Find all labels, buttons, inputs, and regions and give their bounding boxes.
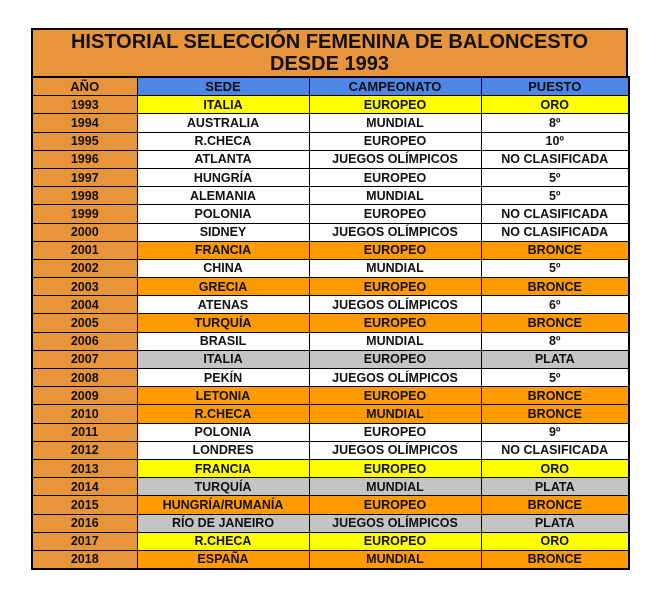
year-cell: 2003	[32, 278, 137, 296]
header-puesto: PUESTO	[481, 77, 629, 96]
sede-cell: LONDRES	[137, 441, 309, 459]
year-cell: 2001	[32, 241, 137, 259]
year-cell: 1997	[32, 168, 137, 186]
campeonato-cell: MUNDIAL	[309, 405, 481, 423]
header-sede: SEDE	[137, 77, 309, 96]
puesto-cell: BRONCE	[481, 314, 629, 332]
sede-cell: R.CHECA	[137, 532, 309, 550]
year-cell: 1998	[32, 187, 137, 205]
table-row	[32, 96, 629, 114]
sede-cell: PEKÍN	[137, 369, 309, 387]
table-row	[32, 459, 629, 477]
sede-cell: LETONIA	[137, 387, 309, 405]
table-row	[32, 405, 629, 423]
year-cell: 2008	[32, 369, 137, 387]
year-cell: 1995	[32, 132, 137, 150]
campeonato-cell: MUNDIAL	[309, 114, 481, 132]
year-cell: 2007	[32, 350, 137, 368]
puesto-cell: ORO	[481, 532, 629, 550]
campeonato-cell: JUEGOS OLÍMPICOS	[309, 369, 481, 387]
puesto-cell: BRONCE	[481, 241, 629, 259]
puesto-cell: PLATA	[481, 350, 629, 368]
sede-cell: HUNGRÍA	[137, 168, 309, 186]
sede-cell: POLONIA	[137, 205, 309, 223]
table-row	[32, 496, 629, 514]
year-cell: 2009	[32, 387, 137, 405]
year-cell: 2000	[32, 223, 137, 241]
year-cell: 2015	[32, 496, 137, 514]
year-cell: 2002	[32, 259, 137, 277]
puesto-cell: 5º	[481, 259, 629, 277]
sede-cell: GRECIA	[137, 278, 309, 296]
campeonato-cell: EUROPEO	[309, 387, 481, 405]
puesto-cell: PLATA	[481, 478, 629, 496]
puesto-cell: 9º	[481, 423, 629, 441]
table-row	[32, 387, 629, 405]
puesto-cell: NO CLASIFICADA	[481, 205, 629, 223]
results-table	[31, 76, 630, 570]
sede-cell: BRASIL	[137, 332, 309, 350]
history-sheet	[31, 28, 628, 570]
sede-cell: ATENAS	[137, 296, 309, 314]
sede-cell: CHINA	[137, 259, 309, 277]
campeonato-cell: EUROPEO	[309, 241, 481, 259]
year-cell: 1993	[32, 96, 137, 114]
campeonato-cell: EUROPEO	[309, 168, 481, 186]
year-cell: 2014	[32, 478, 137, 496]
campeonato-cell: EUROPEO	[309, 532, 481, 550]
campeonato-cell: MUNDIAL	[309, 332, 481, 350]
table-row	[32, 205, 629, 223]
sede-cell: ITALIA	[137, 96, 309, 114]
campeonato-cell: EUROPEO	[309, 314, 481, 332]
campeonato-cell: JUEGOS OLÍMPICOS	[309, 441, 481, 459]
table-row	[32, 278, 629, 296]
campeonato-cell: EUROPEO	[309, 278, 481, 296]
year-cell: 2016	[32, 514, 137, 532]
year-cell: 2006	[32, 332, 137, 350]
puesto-cell: BRONCE	[481, 387, 629, 405]
year-cell: 2017	[32, 532, 137, 550]
campeonato-cell: EUROPEO	[309, 205, 481, 223]
campeonato-cell: MUNDIAL	[309, 550, 481, 569]
puesto-cell: 5º	[481, 187, 629, 205]
table-row	[32, 514, 629, 532]
table-row	[32, 187, 629, 205]
sede-cell: TURQUÍA	[137, 478, 309, 496]
campeonato-cell: EUROPEO	[309, 423, 481, 441]
campeonato-cell: EUROPEO	[309, 496, 481, 514]
year-cell: 2004	[32, 296, 137, 314]
campeonato-cell: JUEGOS OLÍMPICOS	[309, 514, 481, 532]
year-cell: 1996	[32, 150, 137, 168]
puesto-cell: 8º	[481, 114, 629, 132]
sede-cell: POLONIA	[137, 423, 309, 441]
puesto-cell: ORO	[481, 459, 629, 477]
sede-cell: FRANCIA	[137, 241, 309, 259]
puesto-cell: 6º	[481, 296, 629, 314]
header-year: AÑO	[32, 77, 137, 96]
puesto-cell: BRONCE	[481, 496, 629, 514]
sede-cell: HUNGRÍA/RUMANÍA	[137, 496, 309, 514]
table-row	[32, 296, 629, 314]
table-title	[31, 28, 628, 76]
sede-cell: TURQUÍA	[137, 314, 309, 332]
table-row	[32, 369, 629, 387]
table-row	[32, 478, 629, 496]
campeonato-cell: EUROPEO	[309, 350, 481, 368]
year-cell: 2012	[32, 441, 137, 459]
table-row	[32, 241, 629, 259]
campeonato-cell: EUROPEO	[309, 132, 481, 150]
year-cell: 2011	[32, 423, 137, 441]
year-cell: 2013	[32, 459, 137, 477]
puesto-cell: ORO	[481, 96, 629, 114]
header-row	[32, 77, 629, 96]
title-line-2: DESDE 1993	[270, 53, 389, 75]
campeonato-cell: JUEGOS OLÍMPICOS	[309, 296, 481, 314]
puesto-cell: BRONCE	[481, 405, 629, 423]
table-row	[32, 132, 629, 150]
header-campeonato: CAMPEONATO	[309, 77, 481, 96]
sede-cell: RÍO DE JANEIRO	[137, 514, 309, 532]
table-row	[32, 350, 629, 368]
campeonato-cell: EUROPEO	[309, 459, 481, 477]
sede-cell: R.CHECA	[137, 405, 309, 423]
year-cell: 2010	[32, 405, 137, 423]
sede-cell: ESPAÑA	[137, 550, 309, 569]
table-row	[32, 441, 629, 459]
table-row	[32, 168, 629, 186]
table-row	[32, 223, 629, 241]
puesto-cell: 8º	[481, 332, 629, 350]
campeonato-cell: EUROPEO	[309, 96, 481, 114]
table-row	[32, 114, 629, 132]
year-cell: 1994	[32, 114, 137, 132]
puesto-cell: PLATA	[481, 514, 629, 532]
sede-cell: ITALIA	[137, 350, 309, 368]
puesto-cell: 5º	[481, 168, 629, 186]
table-row	[32, 332, 629, 350]
campeonato-cell: JUEGOS OLÍMPICOS	[309, 150, 481, 168]
sede-cell: R.CHECA	[137, 132, 309, 150]
campeonato-cell: MUNDIAL	[309, 187, 481, 205]
campeonato-cell: MUNDIAL	[309, 259, 481, 277]
puesto-cell: BRONCE	[481, 550, 629, 569]
puesto-cell: BRONCE	[481, 278, 629, 296]
year-cell: 2005	[32, 314, 137, 332]
table-row	[32, 423, 629, 441]
sede-cell: FRANCIA	[137, 459, 309, 477]
year-cell: 2018	[32, 550, 137, 569]
puesto-cell: 10º	[481, 132, 629, 150]
table-row	[32, 532, 629, 550]
sede-cell: ALEMANIA	[137, 187, 309, 205]
title-line-1: HISTORIAL SELECCIÓN FEMENINA DE BALONCESTO	[70, 31, 589, 53]
table-row	[32, 550, 629, 569]
results-body	[32, 96, 629, 569]
sede-cell: SIDNEY	[137, 223, 309, 241]
table-row	[32, 150, 629, 168]
sede-cell: AUSTRALIA	[137, 114, 309, 132]
year-cell: 1999	[32, 205, 137, 223]
campeonato-cell: MUNDIAL	[309, 478, 481, 496]
sede-cell: ATLANTA	[137, 150, 309, 168]
table-row	[32, 314, 629, 332]
puesto-cell: NO CLASIFICADA	[481, 223, 629, 241]
puesto-cell: NO CLASIFICADA	[481, 150, 629, 168]
puesto-cell: 5º	[481, 369, 629, 387]
table-row	[32, 259, 629, 277]
campeonato-cell: JUEGOS OLÍMPICOS	[309, 223, 481, 241]
puesto-cell: NO CLASIFICADA	[481, 441, 629, 459]
